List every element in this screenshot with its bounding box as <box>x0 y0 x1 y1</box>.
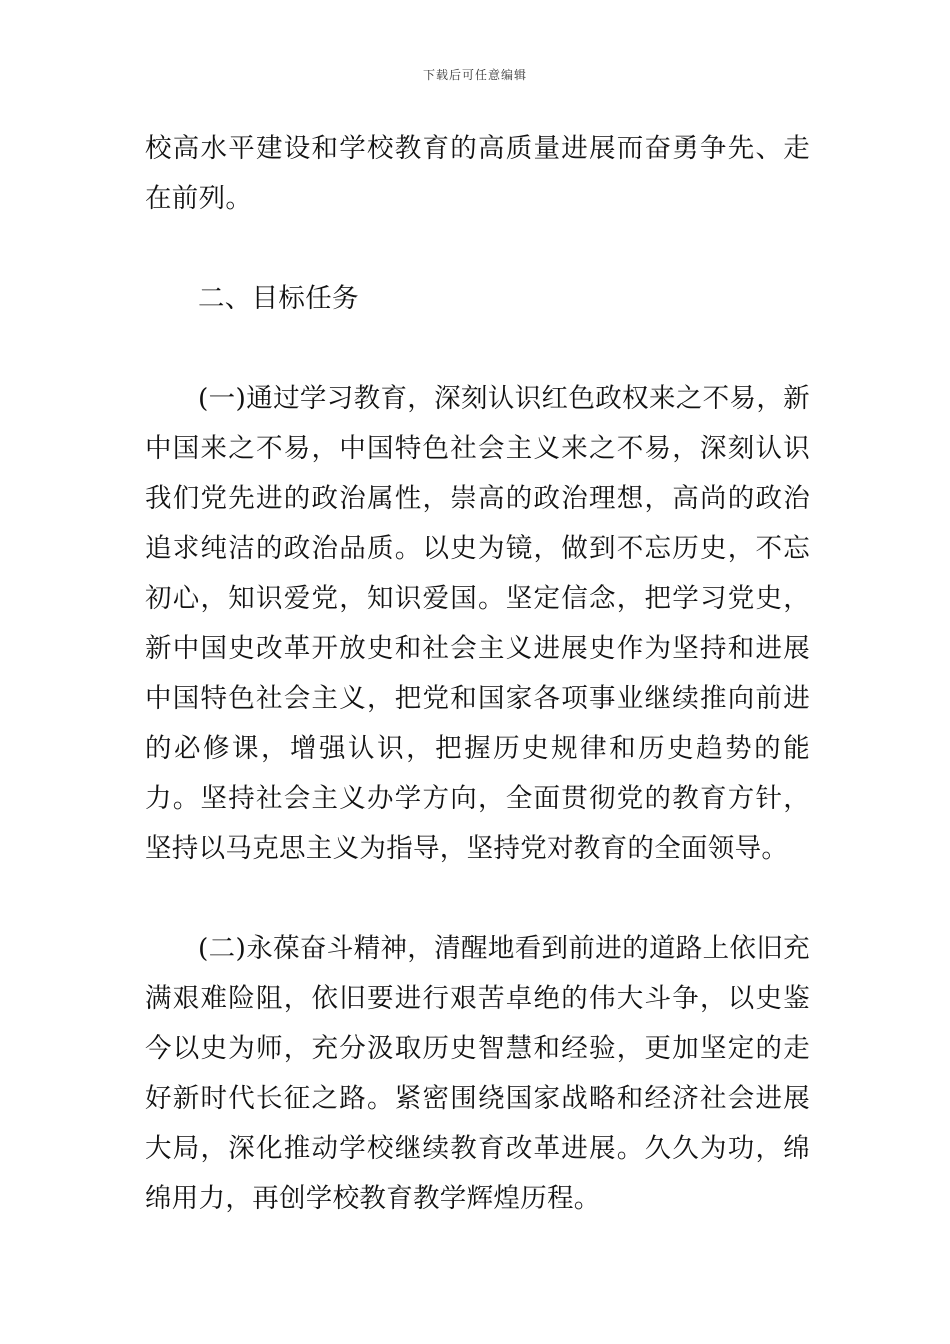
document-body <box>145 124 810 1224</box>
paragraph-spacer <box>145 324 810 374</box>
section-heading: 二、目标任务 <box>198 283 359 314</box>
page-header: 下载后可任意编辑 <box>422 68 527 82</box>
paragraph-spacer <box>145 874 810 924</box>
paragraph-item-1: (一)通过学习教育，深刻认识红色政权来之不易，新中国来之不易，中国特色社会主义来之不易，深刻认识我们党先进的政治属性，崇高的政治理想，高尚的政治追求纯洁的政治品质。以史为镜，做到不忘历史，不忘初心，知识爱党，知识爱国。坚定信念，把学习党史，新中国史改革开放史和社会主义进展史作为坚持和进展中国特色社会主义，把党和国家各项事业继续推向前进的必修课，增强认识，把握历史规律和历史趋势的能力。坚持社会主义办学方向，全面贯彻党的教育方针，坚持以马克思主义为指导，坚持党对教育的全面领导。 <box>145 383 810 864</box>
paragraph-item-2: (二)永葆奋斗精神，清醒地看到前进的道路上依旧充满艰难险阻，依旧要进行艰苦卓绝的伟大斗争，以史鉴今以史为师，充分汲取历史智慧和经验，更加坚定的走好新时代长征之路。紧密围绕国家战略和经济社会进展大局，深化推动学校继续教育改革进展。久久为功，绵绵用力，再创学校教育教学辉煌历程。 <box>145 933 810 1214</box>
paragraph-continuation: 校高水平建设和学校教育的高质量进展而奋勇争先、走在前列。 <box>145 133 810 214</box>
paragraph-spacer <box>145 224 810 274</box>
